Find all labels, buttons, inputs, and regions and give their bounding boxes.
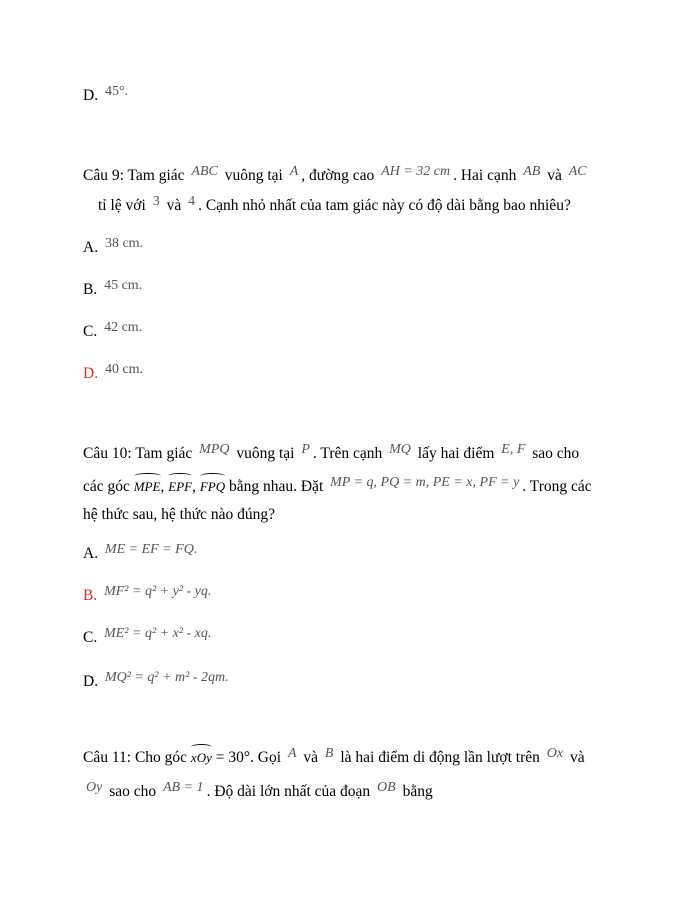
option-value: MF² = q² + y² - yq. <box>104 584 212 599</box>
q11-line-1 <box>83 748 585 769</box>
q9-text: tỉ lệ với <box>98 197 146 214</box>
option-value: 38 cm. <box>104 236 144 251</box>
q9-math-ac: AC <box>568 164 587 179</box>
q9-line-2 <box>98 196 571 217</box>
q11-text: . Độ dài lớn nhất của đoạn <box>206 783 371 800</box>
option-letter: D. <box>83 673 99 690</box>
q10-text: . Trong các <box>522 478 592 495</box>
q9-text: Tam giác <box>127 167 185 184</box>
q10-text: lấy hai điểm <box>417 445 495 462</box>
q11-text: và <box>569 749 585 766</box>
q10-option-a <box>83 544 200 565</box>
q10-label: Câu 10: <box>83 445 132 462</box>
q11-text: và <box>303 749 319 766</box>
q10-line-2: các góc MPE, EPF, FPQ bằng nhau. Đặt MP = q, PQ = m, PE = x, PF = y . Trong các <box>83 475 592 495</box>
q10-option-b <box>83 586 214 607</box>
q9-text: và <box>547 167 562 184</box>
q9-option-b <box>83 280 145 301</box>
q11-text: bằng <box>402 783 433 800</box>
q9-math-ab: AB <box>523 164 541 179</box>
q11-text: là hai điểm di động lần lượt trên <box>340 749 540 766</box>
q9-math-a: A <box>289 164 299 179</box>
option-letter-correct: D. <box>83 365 99 382</box>
q10-line-3 <box>83 505 275 525</box>
q9-math-ah: AH = 32 cm <box>381 164 451 179</box>
q11-math-ob: OB <box>377 780 396 795</box>
q10-math-defs: MP = q, PQ = m, PE = x, PF = y <box>330 475 520 490</box>
q9-math-3: 3 <box>152 194 160 209</box>
option-letter: A. <box>83 239 99 256</box>
option-letter: B. <box>83 281 98 298</box>
q9-text: . Cạnh nhỏ nhất của tam giác này có độ dài bằng bao nhiêu? <box>198 197 571 214</box>
q11-text: Cho góc <box>134 749 188 766</box>
q11-math-oy: Oy <box>86 780 103 795</box>
q10-option-c <box>83 628 214 649</box>
q11-text: = 30°. Gọi <box>215 749 282 766</box>
q10-option-d <box>83 672 232 693</box>
prev-option-d <box>83 86 131 107</box>
option-value: 45 cm. <box>104 278 143 293</box>
q10-math-p: P <box>301 442 310 457</box>
option-value: MQ² = q² + m² - 2qm. <box>104 670 229 685</box>
option-value: ME = EF = FQ. <box>104 542 198 557</box>
q9-text: vuông tại <box>224 167 283 184</box>
option-letter: C. <box>83 629 98 646</box>
q11-text: sao cho <box>109 783 157 800</box>
q10-text: bằng nhau. Đặt <box>228 478 324 495</box>
q9-text: , đường cao <box>301 167 375 184</box>
option-letter: A. <box>83 545 99 562</box>
q10-text: Tam giác <box>135 445 193 462</box>
q9-option-d <box>83 364 146 385</box>
option-letter-correct: B. <box>83 587 98 604</box>
q10-math-ef: E, F <box>501 442 526 457</box>
q9-text: . Hai cạnh <box>453 167 517 184</box>
q11-label: Câu 11: <box>83 749 132 766</box>
q11-math-a: A <box>287 746 297 761</box>
q10-text: các góc <box>83 478 130 495</box>
q9-math-abc: ABC <box>191 164 218 179</box>
q11-math-ox: Ox <box>546 746 564 761</box>
option-value: 40 cm. <box>104 362 144 377</box>
angle-epf: EPF <box>168 477 192 497</box>
option-value: ME² = q² + x² - xq. <box>104 626 212 641</box>
q10-line-1 <box>83 444 579 465</box>
q10-math-mpq: MPQ <box>199 442 230 457</box>
option-letter: C. <box>83 323 98 340</box>
angle-fpq: FPQ <box>200 477 225 497</box>
q9-label: Câu 9: <box>83 167 124 184</box>
q9-option-c <box>83 322 145 343</box>
q11-line-2 <box>83 782 433 803</box>
q9-option-a <box>83 238 146 259</box>
q11-math-ab: AB = 1 <box>163 780 204 795</box>
option-value: 45°. <box>104 84 129 99</box>
angle-xoy: xOy <box>191 748 212 768</box>
q9-text: và <box>166 197 182 214</box>
q10-text: . Trên cạnh <box>312 445 383 462</box>
angle-mpe: MPE <box>134 477 161 497</box>
q10-text: sao cho <box>532 445 580 462</box>
option-letter: D. <box>83 87 99 104</box>
q10-text: vuông tại <box>236 445 295 462</box>
q11-math-b: B <box>324 746 334 761</box>
q9-math-4: 4 <box>188 194 196 209</box>
q10-text: hệ thức sau, hệ thức nào đúng? <box>83 506 275 523</box>
q10-math-mq: MQ <box>389 442 411 457</box>
q9-line-1 <box>83 166 590 187</box>
option-value: 42 cm. <box>104 320 143 335</box>
